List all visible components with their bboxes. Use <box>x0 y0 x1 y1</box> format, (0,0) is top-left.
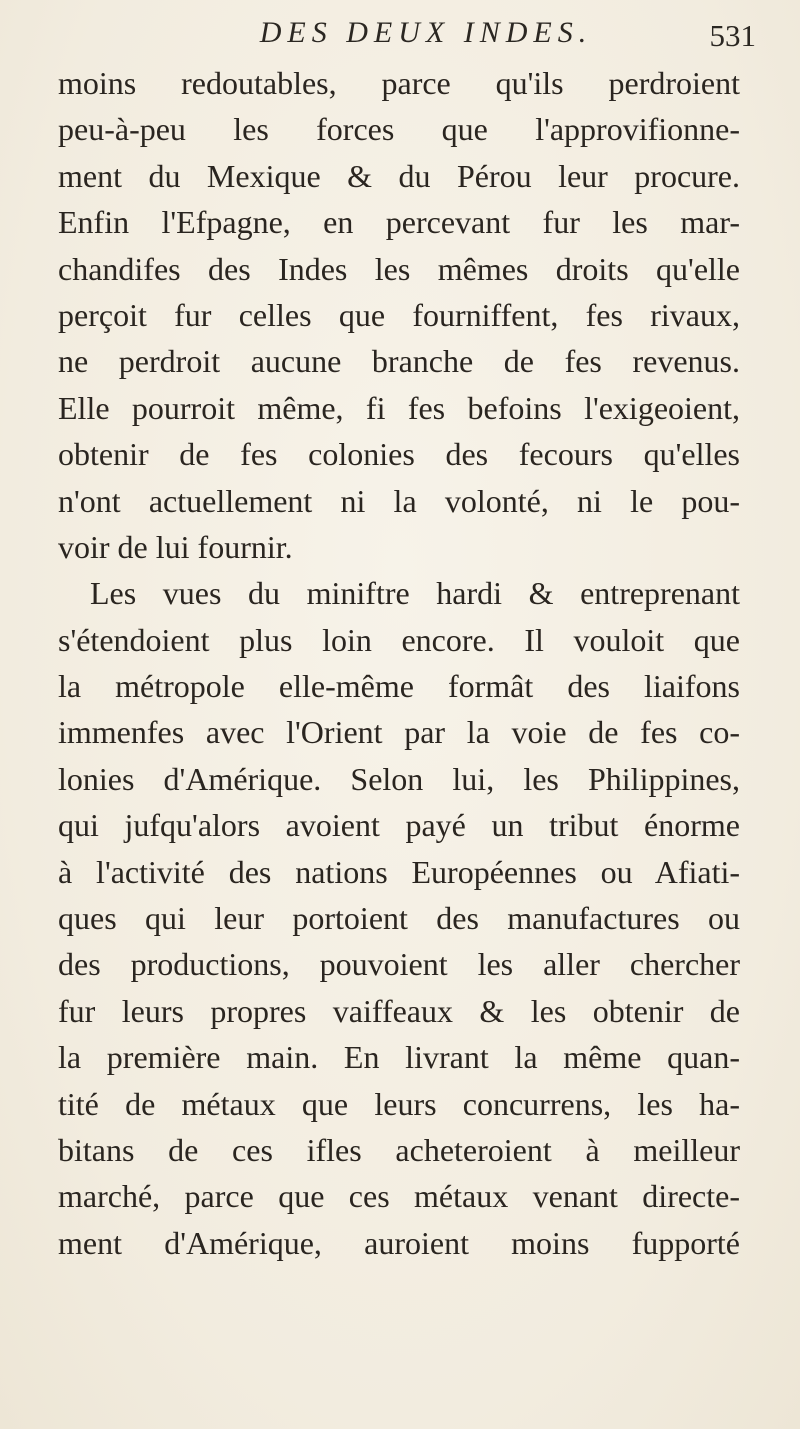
text-line: chandifes des Indes les mêmes droits qu'elle <box>58 250 740 287</box>
text-line: fur leurs propres vaiffeaux & les obtenir de <box>58 992 740 1029</box>
text-line: la métropole elle-même formât des liaifons <box>58 668 740 705</box>
text-line: perçoit fur celles que fourniffent, fes rivaux, <box>58 296 740 333</box>
paragraph-1 <box>58 60 740 570</box>
text-line: bitans de ces ifles acheteroient à meilleur <box>58 1131 740 1168</box>
paragraph-2 <box>58 570 740 1266</box>
text-line: peu-à-peu les forces que l'approvifionne- <box>58 111 740 148</box>
text-line: tité de métaux que leurs concurrens, les ha- <box>58 1085 740 1122</box>
text-line: voir de lui fournir. <box>58 528 293 565</box>
text-line: obtenir de fes colonies des fecours qu'elles <box>58 436 740 473</box>
text-line: ques qui leur portoient des manufactures ou <box>58 900 740 937</box>
text-line: Elle pourroit même, fi fes befoins l'exigeoient, <box>58 389 740 426</box>
page-number: 531 <box>709 18 756 53</box>
text-line: lonies d'Amérique. Selon lui, les Philippines, <box>58 760 740 797</box>
text-line: ne perdroit aucune branche de fes revenus. <box>58 343 740 380</box>
text-line: marché, parce que ces métaux venant directe- <box>58 1178 740 1215</box>
text-line: des productions, pouvoient les aller chercher <box>58 946 740 983</box>
text-line: n'ont actuellement ni la volonté, ni le pou- <box>58 482 740 519</box>
text-line: la première main. En livrant la même quan- <box>58 1039 740 1076</box>
body-text <box>58 60 740 1266</box>
text-line: Enfin l'Efpagne, en percevant fur les mar- <box>58 204 740 241</box>
text-line: qui jufqu'alors avoient payé un tribut énorme <box>58 807 740 844</box>
text-line: Les vues du miniftre hardi & entreprenant <box>90 575 740 612</box>
text-line: immenfes avec l'Orient par la voie de fes co- <box>58 714 740 751</box>
running-title: DES DEUX INDES. <box>259 16 593 49</box>
running-head <box>96 14 756 62</box>
text-line: à l'activité des nations Européennes ou Afiati- <box>58 853 740 890</box>
text-line: moins redoutables, parce qu'ils perdroient <box>58 65 740 101</box>
text-line: ment d'Amérique, auroient moins fupporté <box>58 1224 740 1261</box>
text-line: s'étendoient plus loin encore. Il vouloit que <box>58 621 740 658</box>
text-line: ment du Mexique & du Pérou leur procure. <box>58 157 740 194</box>
